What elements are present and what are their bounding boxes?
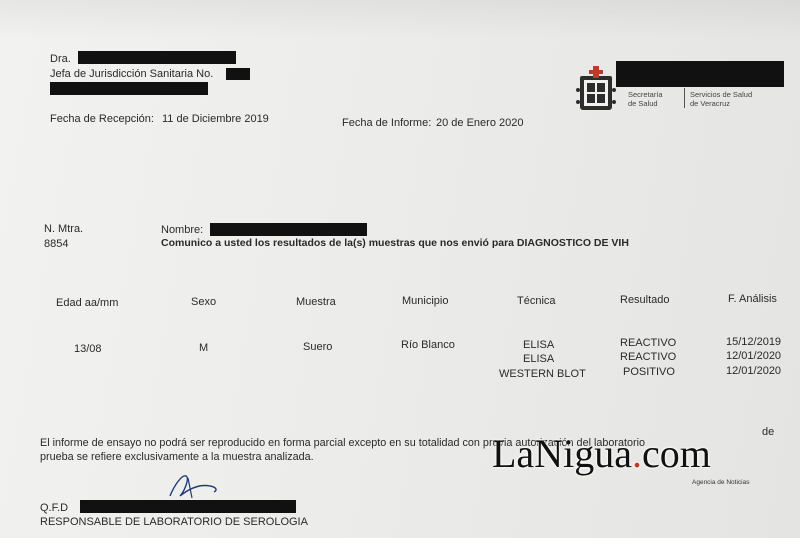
tecnica-row-2: ELISA <box>523 353 555 365</box>
paper-shadow <box>0 0 800 40</box>
watermark-brand: LaNigua.com <box>492 431 711 476</box>
redacted-logo-header <box>616 61 784 87</box>
veracruz-coat-of-arms-icon <box>576 62 616 114</box>
mtra-value: 8854 <box>44 238 69 250</box>
logo-de-salud: de Salud <box>628 99 658 108</box>
redacted-doctor-name <box>78 51 236 64</box>
header-f-analisis: F. Análisis <box>728 293 777 305</box>
lanigua-watermark <box>492 430 764 490</box>
fecha-row-1: 15/12/2019 <box>726 336 782 348</box>
redacted-address <box>50 82 208 95</box>
value-municipio: Río Blanco <box>401 339 455 351</box>
header-tecnica: Técnica <box>517 295 556 307</box>
header-municipio: Municipio <box>402 295 449 307</box>
redacted-jurisdiction-number <box>226 68 250 80</box>
tecnica-row-1: ELISA <box>523 339 555 351</box>
fecha-row-2: 12/01/2020 <box>726 350 782 362</box>
logo-servicios: Servicios de Salud <box>690 90 753 99</box>
fecha-recepcion-value: 11 de Diciembre 2019 <box>162 113 269 125</box>
header-muestra: Muestra <box>296 296 336 308</box>
qfd-label: Q.F.D <box>40 502 69 514</box>
watermark-tagline: Agencia de Noticias <box>692 479 750 486</box>
mtra-label: N. Mtra. <box>44 223 84 235</box>
nombre-label: Nombre: <box>161 224 204 236</box>
responsable-label: RESPONSABLE DE LABORATORIO DE SEROLOGIA <box>40 516 308 528</box>
fecha-row-3: 12/01/2020 <box>726 365 782 377</box>
header-edad: Edad aa/mm <box>56 297 119 309</box>
value-muestra: Suero <box>303 341 333 353</box>
logo-divider <box>684 88 685 108</box>
resultado-row-2: REACTIVO <box>620 351 677 363</box>
value-sexo: M <box>199 342 209 354</box>
value-edad: 13/08 <box>74 343 102 355</box>
dra-label: Dra. <box>50 53 71 65</box>
header-resultado: Resultado <box>620 294 670 306</box>
disclaimer-line-1: El informe de ensayo no podrá ser reproducido en forma parcial excepto en su totalidad con previa autorización del laboratorio <box>40 437 645 449</box>
header-sexo: Sexo <box>191 296 217 308</box>
comunico-text: Comunico a usted los resultados de la(s) muestras que nos envió para DIAGNOSTICO DE VIH <box>161 237 629 249</box>
resultado-row-3: POSITIVO <box>623 366 675 378</box>
fecha-informe-value: 20 de Enero 2020 <box>436 117 524 129</box>
redacted-patient-name <box>210 223 367 236</box>
tecnica-row-3: WESTERN BLOT <box>499 368 586 380</box>
redacted-qfd-name <box>80 500 296 513</box>
logo-secretaria: Secretaría <box>628 90 663 99</box>
fecha-recepcion-label: Fecha de Recepción: <box>50 113 154 125</box>
disclaimer-line-1-end: de <box>762 426 775 438</box>
resultado-row-1: REACTIVO <box>620 337 677 349</box>
logo-de-veracruz: de Veracruz <box>690 99 731 108</box>
fecha-informe-label: Fecha de Informe: <box>342 117 432 129</box>
disclaimer-line-2: prueba se refiere exclusivamente a la muestra analizada. <box>40 451 314 463</box>
jefa-label: Jefa de Jurisdicción Sanitaria No. <box>50 68 214 80</box>
